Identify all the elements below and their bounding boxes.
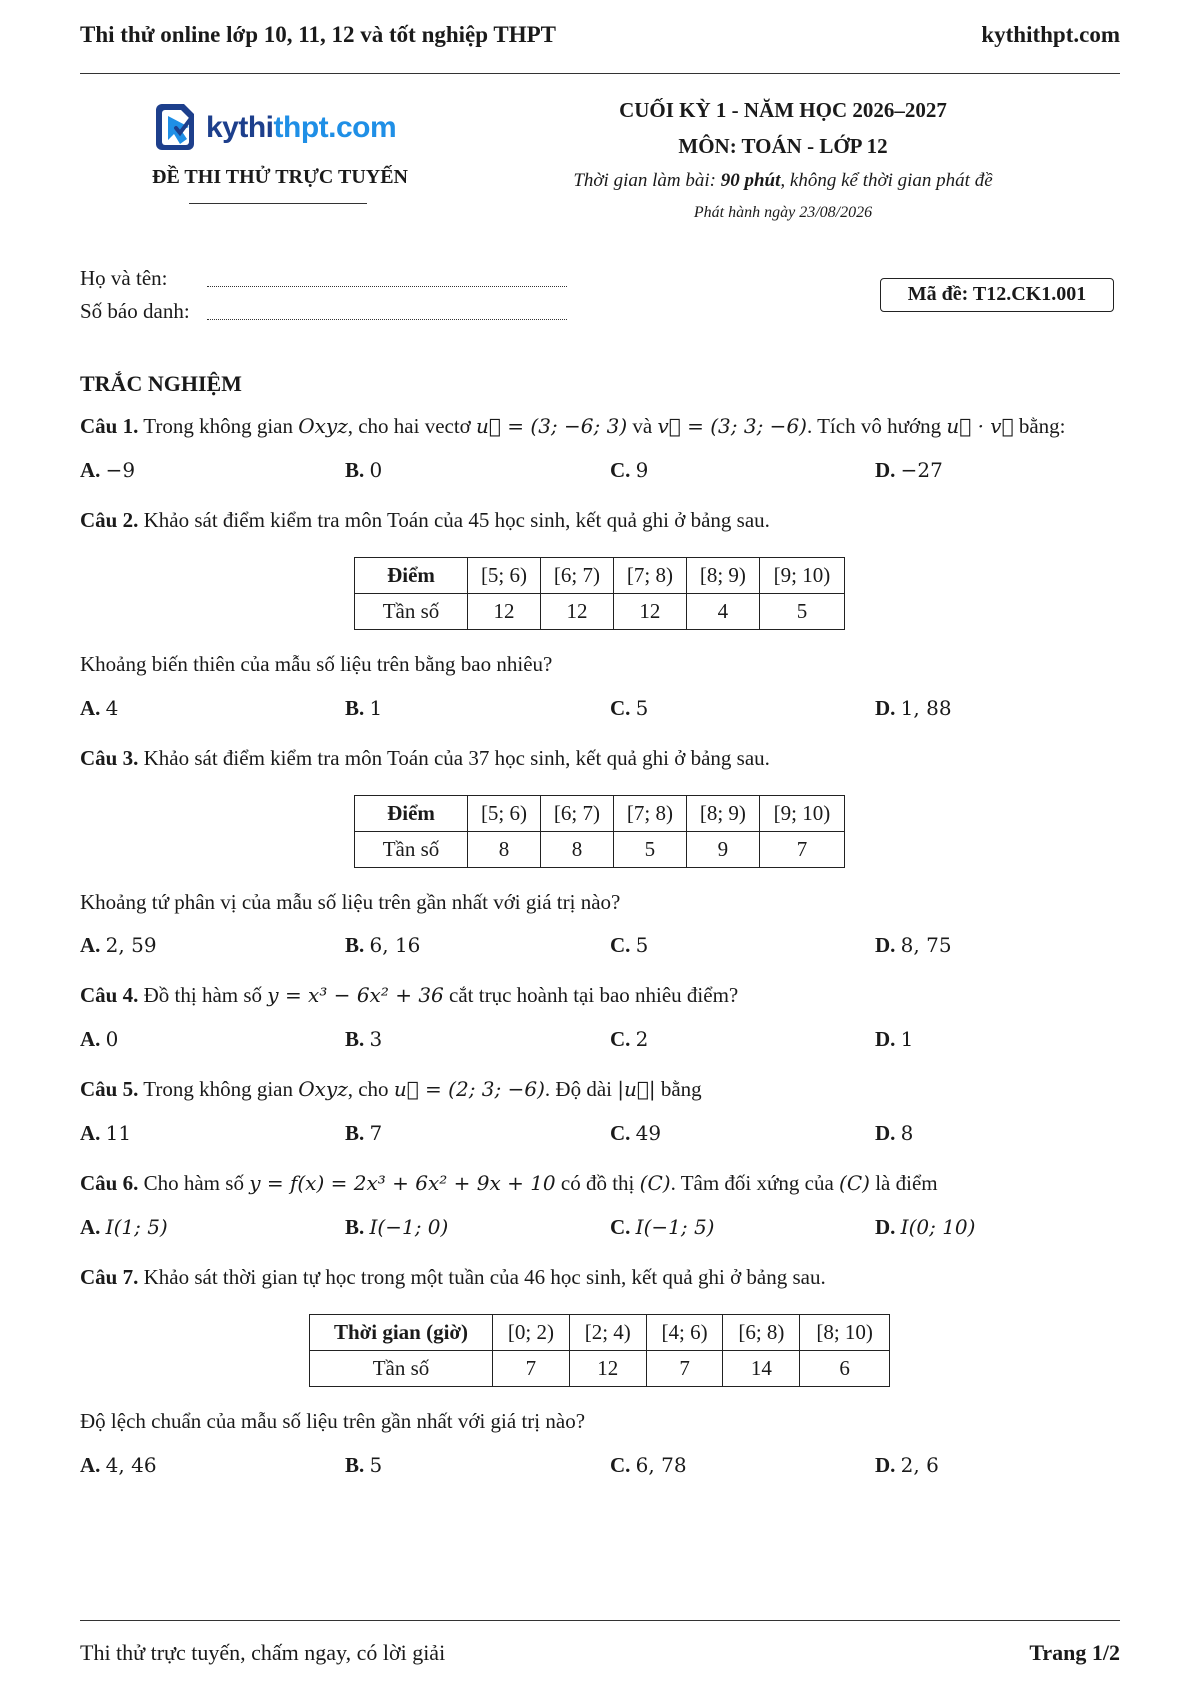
table-cell: 12 (569, 1351, 646, 1387)
question-2 (80, 505, 1120, 535)
option-value: 2 (635, 1027, 649, 1051)
option-value: 3 (369, 1027, 383, 1051)
running-header (80, 22, 1120, 54)
question-label: Câu 6. (80, 1171, 139, 1195)
table-cell: Thời gian (giờ) (310, 1315, 493, 1351)
option-letter: C. (610, 1027, 631, 1051)
option-d[interactable] (875, 1118, 913, 1148)
option-b[interactable] (345, 1024, 382, 1054)
table-cell: 6 (800, 1351, 890, 1387)
q-text: có đồ thị (555, 1171, 640, 1195)
option-value: 1, 88 (900, 696, 952, 720)
option-letter: A. (80, 696, 101, 720)
table-row (310, 1351, 890, 1387)
q-text: . Tâm đối xứng của (670, 1171, 840, 1195)
q-math: y = x³ − 6x² + 36 (267, 983, 444, 1007)
option-value: 7 (369, 1121, 383, 1145)
table-cell: [8; 9) (686, 796, 759, 832)
page-number: Trang 1/2 (1029, 1640, 1120, 1665)
option-letter: B. (345, 1121, 365, 1145)
option-letter: D. (875, 1453, 896, 1477)
option-b[interactable] (345, 1450, 382, 1480)
option-letter: A. (80, 1215, 101, 1239)
frequency-table-2 (354, 557, 845, 630)
exam-code-box: Mã đề: T12.CK1.001 (880, 278, 1114, 312)
question-6 (80, 1168, 1120, 1198)
option-letter: D. (875, 458, 896, 482)
option-c[interactable] (610, 693, 648, 723)
q-text: Đồ thị hàm số (138, 983, 268, 1007)
table-cell: 7 (646, 1351, 723, 1387)
q-text: , cho (347, 1077, 394, 1101)
id-field[interactable] (80, 299, 190, 324)
option-letter: D. (875, 696, 896, 720)
option-letter: C. (610, 933, 631, 957)
question-7 (80, 1262, 1120, 1292)
logo-text-light: thpt.com (273, 111, 397, 144)
option-b[interactable] (345, 1212, 448, 1242)
q-math: Oxyz (298, 1077, 348, 1101)
table-cell: [9; 10) (759, 796, 844, 832)
q-math: (C) (839, 1171, 870, 1195)
option-letter: C. (610, 458, 631, 482)
header-title: Thi thử online lớp 10, 11, 12 và tốt nghiệp THPT (80, 22, 556, 47)
duration-suffix: , không kể thời gian phát đề (780, 170, 993, 191)
page-footer (80, 1640, 1120, 1672)
option-value: 49 (635, 1121, 662, 1145)
release-date: Phát hành ngày 23/08/2026 (693, 204, 873, 221)
option-letter: D. (875, 1027, 896, 1051)
exam-type: ĐỀ THI THỬ TRỰC TUYẾN (152, 166, 408, 188)
table-header-row (310, 1315, 890, 1351)
options-1 (80, 455, 1120, 485)
q-math: u⃗ = (2; 3; −6) (393, 1077, 545, 1101)
question-2-prompt: Khoảng biến thiên của mẫu số liệu trên bằng bao nhiêu? (80, 652, 553, 676)
option-value: 2, 6 (900, 1453, 939, 1477)
option-a[interactable] (80, 1450, 157, 1480)
options-2 (80, 693, 1120, 723)
table-cell: 5 (759, 594, 844, 630)
q-math: u⃗ = (3; −6; 3) (476, 414, 628, 438)
logo-text (206, 111, 396, 145)
table-cell: [9; 10) (759, 558, 844, 594)
q-text: . Tích vô hướng (806, 414, 947, 438)
option-d[interactable] (875, 930, 952, 960)
duration-prefix: Thời gian làm bài: (573, 170, 721, 191)
exam-page (80, 0, 1120, 1684)
table-cell: [6; 7) (540, 796, 613, 832)
option-c[interactable] (610, 1450, 687, 1480)
question-7-prompt: Độ lệch chuẩn của mẫu số liệu trên gần nhất với giá trị nào? (80, 1409, 586, 1433)
q-math: u⃗ · v⃗ (946, 414, 1014, 438)
option-value: 1 (900, 1027, 914, 1051)
option-value: I(−1; 0) (369, 1215, 449, 1239)
footer-rule (80, 1620, 1120, 1621)
q-text: Cho hàm số (138, 1171, 250, 1195)
question-label: Câu 5. (80, 1077, 139, 1101)
option-value: 0 (105, 1027, 119, 1051)
option-letter: D. (875, 933, 896, 957)
question-4 (80, 980, 1120, 1010)
table-cell: [7; 8) (613, 796, 686, 832)
q-text: bằng (655, 1077, 702, 1101)
option-a[interactable] (80, 1118, 131, 1148)
option-letter: B. (345, 458, 365, 482)
id-dotted-line (207, 319, 567, 320)
table-cell: 12 (468, 594, 541, 630)
logo-text-dark: kythi (206, 111, 274, 144)
option-letter: C. (610, 1121, 631, 1145)
q-text: là điểm (869, 1171, 938, 1195)
id-label: Số báo danh: (80, 299, 190, 323)
name-label: Họ và tên: (80, 266, 168, 290)
table-cell: 8 (468, 832, 541, 868)
option-value: 1 (369, 696, 383, 720)
question-1 (80, 411, 1120, 441)
q-text: , cho hai vectơ (347, 414, 477, 438)
table-header-row (355, 558, 845, 594)
option-value: 6, 16 (369, 933, 421, 957)
table-cell: [5; 6) (468, 558, 541, 594)
option-value: 0 (369, 458, 383, 482)
table-header-row (355, 796, 845, 832)
option-letter: B. (345, 1215, 365, 1239)
option-a[interactable] (80, 930, 157, 960)
q-text: và (627, 414, 658, 438)
option-letter: B. (345, 933, 365, 957)
header-rule (80, 73, 1120, 74)
table-cell: Tần số (355, 594, 468, 630)
q-math: v⃗ = (3; 3; −6) (657, 414, 807, 438)
q-text: Trong không gian (138, 414, 299, 438)
option-value: 6, 78 (635, 1453, 687, 1477)
question-label: Câu 7. (80, 1265, 139, 1289)
footer-tagline: Thi thử trực tuyến, chấm ngay, có lời giải (80, 1640, 446, 1665)
option-letter: A. (80, 1453, 101, 1477)
q-math: y = f(x) = 2x³ + 6x² + 9x + 10 (249, 1171, 556, 1195)
option-letter: B. (345, 696, 365, 720)
option-d[interactable] (875, 693, 952, 723)
table-cell: 12 (540, 594, 613, 630)
option-letter: B. (345, 1453, 365, 1477)
option-b[interactable] (345, 930, 420, 960)
option-value: 9 (635, 458, 649, 482)
option-c[interactable] (610, 1212, 714, 1242)
site-logo (152, 100, 396, 156)
option-a[interactable] (80, 693, 118, 723)
exam-title: CUỐI KỲ 1 - NĂM HỌC 2026–2027 (619, 98, 947, 122)
option-value: 4 (105, 696, 119, 720)
option-d[interactable] (875, 455, 943, 485)
options-4 (80, 1024, 1120, 1054)
table-cell: [5; 6) (468, 796, 541, 832)
q-text: . Độ dài (544, 1077, 618, 1101)
option-b[interactable] (345, 1118, 382, 1148)
option-a[interactable] (80, 1024, 118, 1054)
option-value: I(−1; 5) (635, 1215, 715, 1239)
q-text: Khảo sát thời gian tự học trong một tuần của 46 học sinh, kết quả ghi ở bảng sau. (138, 1265, 826, 1289)
section-heading: TRẮC NGHIỆM (80, 371, 242, 396)
name-field[interactable] (80, 266, 167, 291)
table-row (355, 594, 845, 630)
option-letter: D. (875, 1215, 896, 1239)
table-cell: 8 (540, 832, 613, 868)
q-math: |u⃗| (617, 1077, 656, 1101)
table-cell: [2; 4) (569, 1315, 646, 1351)
option-value: 5 (635, 933, 649, 957)
options-7 (80, 1450, 1120, 1480)
question-label: Câu 3. (80, 746, 139, 770)
option-letter: A. (80, 458, 101, 482)
option-value: −9 (105, 458, 136, 482)
option-letter: B. (345, 1027, 365, 1051)
option-d[interactable] (875, 1212, 975, 1242)
table-cell: 9 (686, 832, 759, 868)
option-a[interactable] (80, 455, 135, 485)
q-math: (C) (639, 1171, 671, 1195)
option-value: −27 (900, 458, 943, 482)
option-letter: A. (80, 1027, 101, 1051)
option-value: 8, 75 (900, 933, 952, 957)
table-cell: [8; 10) (800, 1315, 890, 1351)
option-value: 5 (635, 696, 649, 720)
table-cell: 7 (493, 1351, 570, 1387)
question-label: Câu 2. (80, 508, 139, 532)
q-text: cắt trục hoành tại bao nhiêu điểm? (443, 983, 739, 1007)
option-value: 2, 59 (105, 933, 157, 957)
question-label: Câu 1. (80, 414, 139, 438)
option-c[interactable] (610, 1118, 661, 1148)
table-cell: 5 (613, 832, 686, 868)
q-math: Oxyz (298, 414, 348, 438)
option-value: 11 (105, 1121, 132, 1145)
check-clipboard-icon (152, 102, 200, 154)
exam-type-underline (189, 203, 367, 204)
option-c[interactable] (610, 1024, 648, 1054)
option-letter: C. (610, 1453, 631, 1477)
question-3 (80, 743, 1120, 773)
q-text: bằng: (1013, 414, 1066, 438)
option-d[interactable] (875, 1450, 939, 1480)
frequency-table-3 (354, 795, 845, 868)
table-row (355, 832, 845, 868)
duration-value: 90 phút (720, 170, 781, 191)
options-5 (80, 1118, 1120, 1148)
option-b[interactable] (345, 455, 382, 485)
option-value: I(0; 10) (900, 1215, 976, 1239)
option-value: I(1; 5) (105, 1215, 168, 1239)
table-cell: 4 (686, 594, 759, 630)
table-cell: [6; 7) (540, 558, 613, 594)
table-cell: Tần số (355, 832, 468, 868)
question-3-prompt: Khoảng tứ phân vị của mẫu số liệu trên gần nhất với giá trị nào? (80, 890, 621, 914)
question-5 (80, 1074, 1120, 1104)
option-letter: A. (80, 1121, 101, 1145)
table-cell: [7; 8) (613, 558, 686, 594)
name-dotted-line (207, 286, 567, 287)
table-cell: Điểm (355, 796, 468, 832)
table-cell: [8; 9) (686, 558, 759, 594)
table-cell: [0; 2) (493, 1315, 570, 1351)
option-c[interactable] (610, 930, 648, 960)
option-letter: D. (875, 1121, 896, 1145)
option-value: 8 (900, 1121, 914, 1145)
exam-duration (513, 170, 1053, 192)
option-d[interactable] (875, 1024, 913, 1054)
table-cell: 7 (759, 832, 844, 868)
options-3 (80, 930, 1120, 960)
q-text: Khảo sát điểm kiểm tra môn Toán của 37 học sinh, kết quả ghi ở bảng sau. (138, 746, 770, 770)
options-6 (80, 1212, 1120, 1242)
q-text: Khảo sát điểm kiểm tra môn Toán của 45 học sinh, kết quả ghi ở bảng sau. (138, 508, 770, 532)
table-cell: 12 (613, 594, 686, 630)
option-letter: C. (610, 1215, 631, 1239)
option-a[interactable] (80, 1212, 168, 1242)
q-text: Trong không gian (138, 1077, 299, 1101)
option-b[interactable] (345, 693, 382, 723)
table-cell: 14 (723, 1351, 800, 1387)
option-value: 4, 46 (105, 1453, 157, 1477)
frequency-table-7 (309, 1314, 890, 1387)
table-cell: [6; 8) (723, 1315, 800, 1351)
option-letter: A. (80, 933, 101, 957)
header-site[interactable]: kythithpt.com (981, 22, 1120, 47)
option-value: 5 (369, 1453, 383, 1477)
table-cell: Điểm (355, 558, 468, 594)
table-cell: [4; 6) (646, 1315, 723, 1351)
exam-subject: MÔN: TOÁN - LỚP 12 (678, 134, 888, 158)
table-cell: Tần số (310, 1351, 493, 1387)
option-letter: C. (610, 696, 631, 720)
option-c[interactable] (610, 455, 648, 485)
question-label: Câu 4. (80, 983, 139, 1007)
